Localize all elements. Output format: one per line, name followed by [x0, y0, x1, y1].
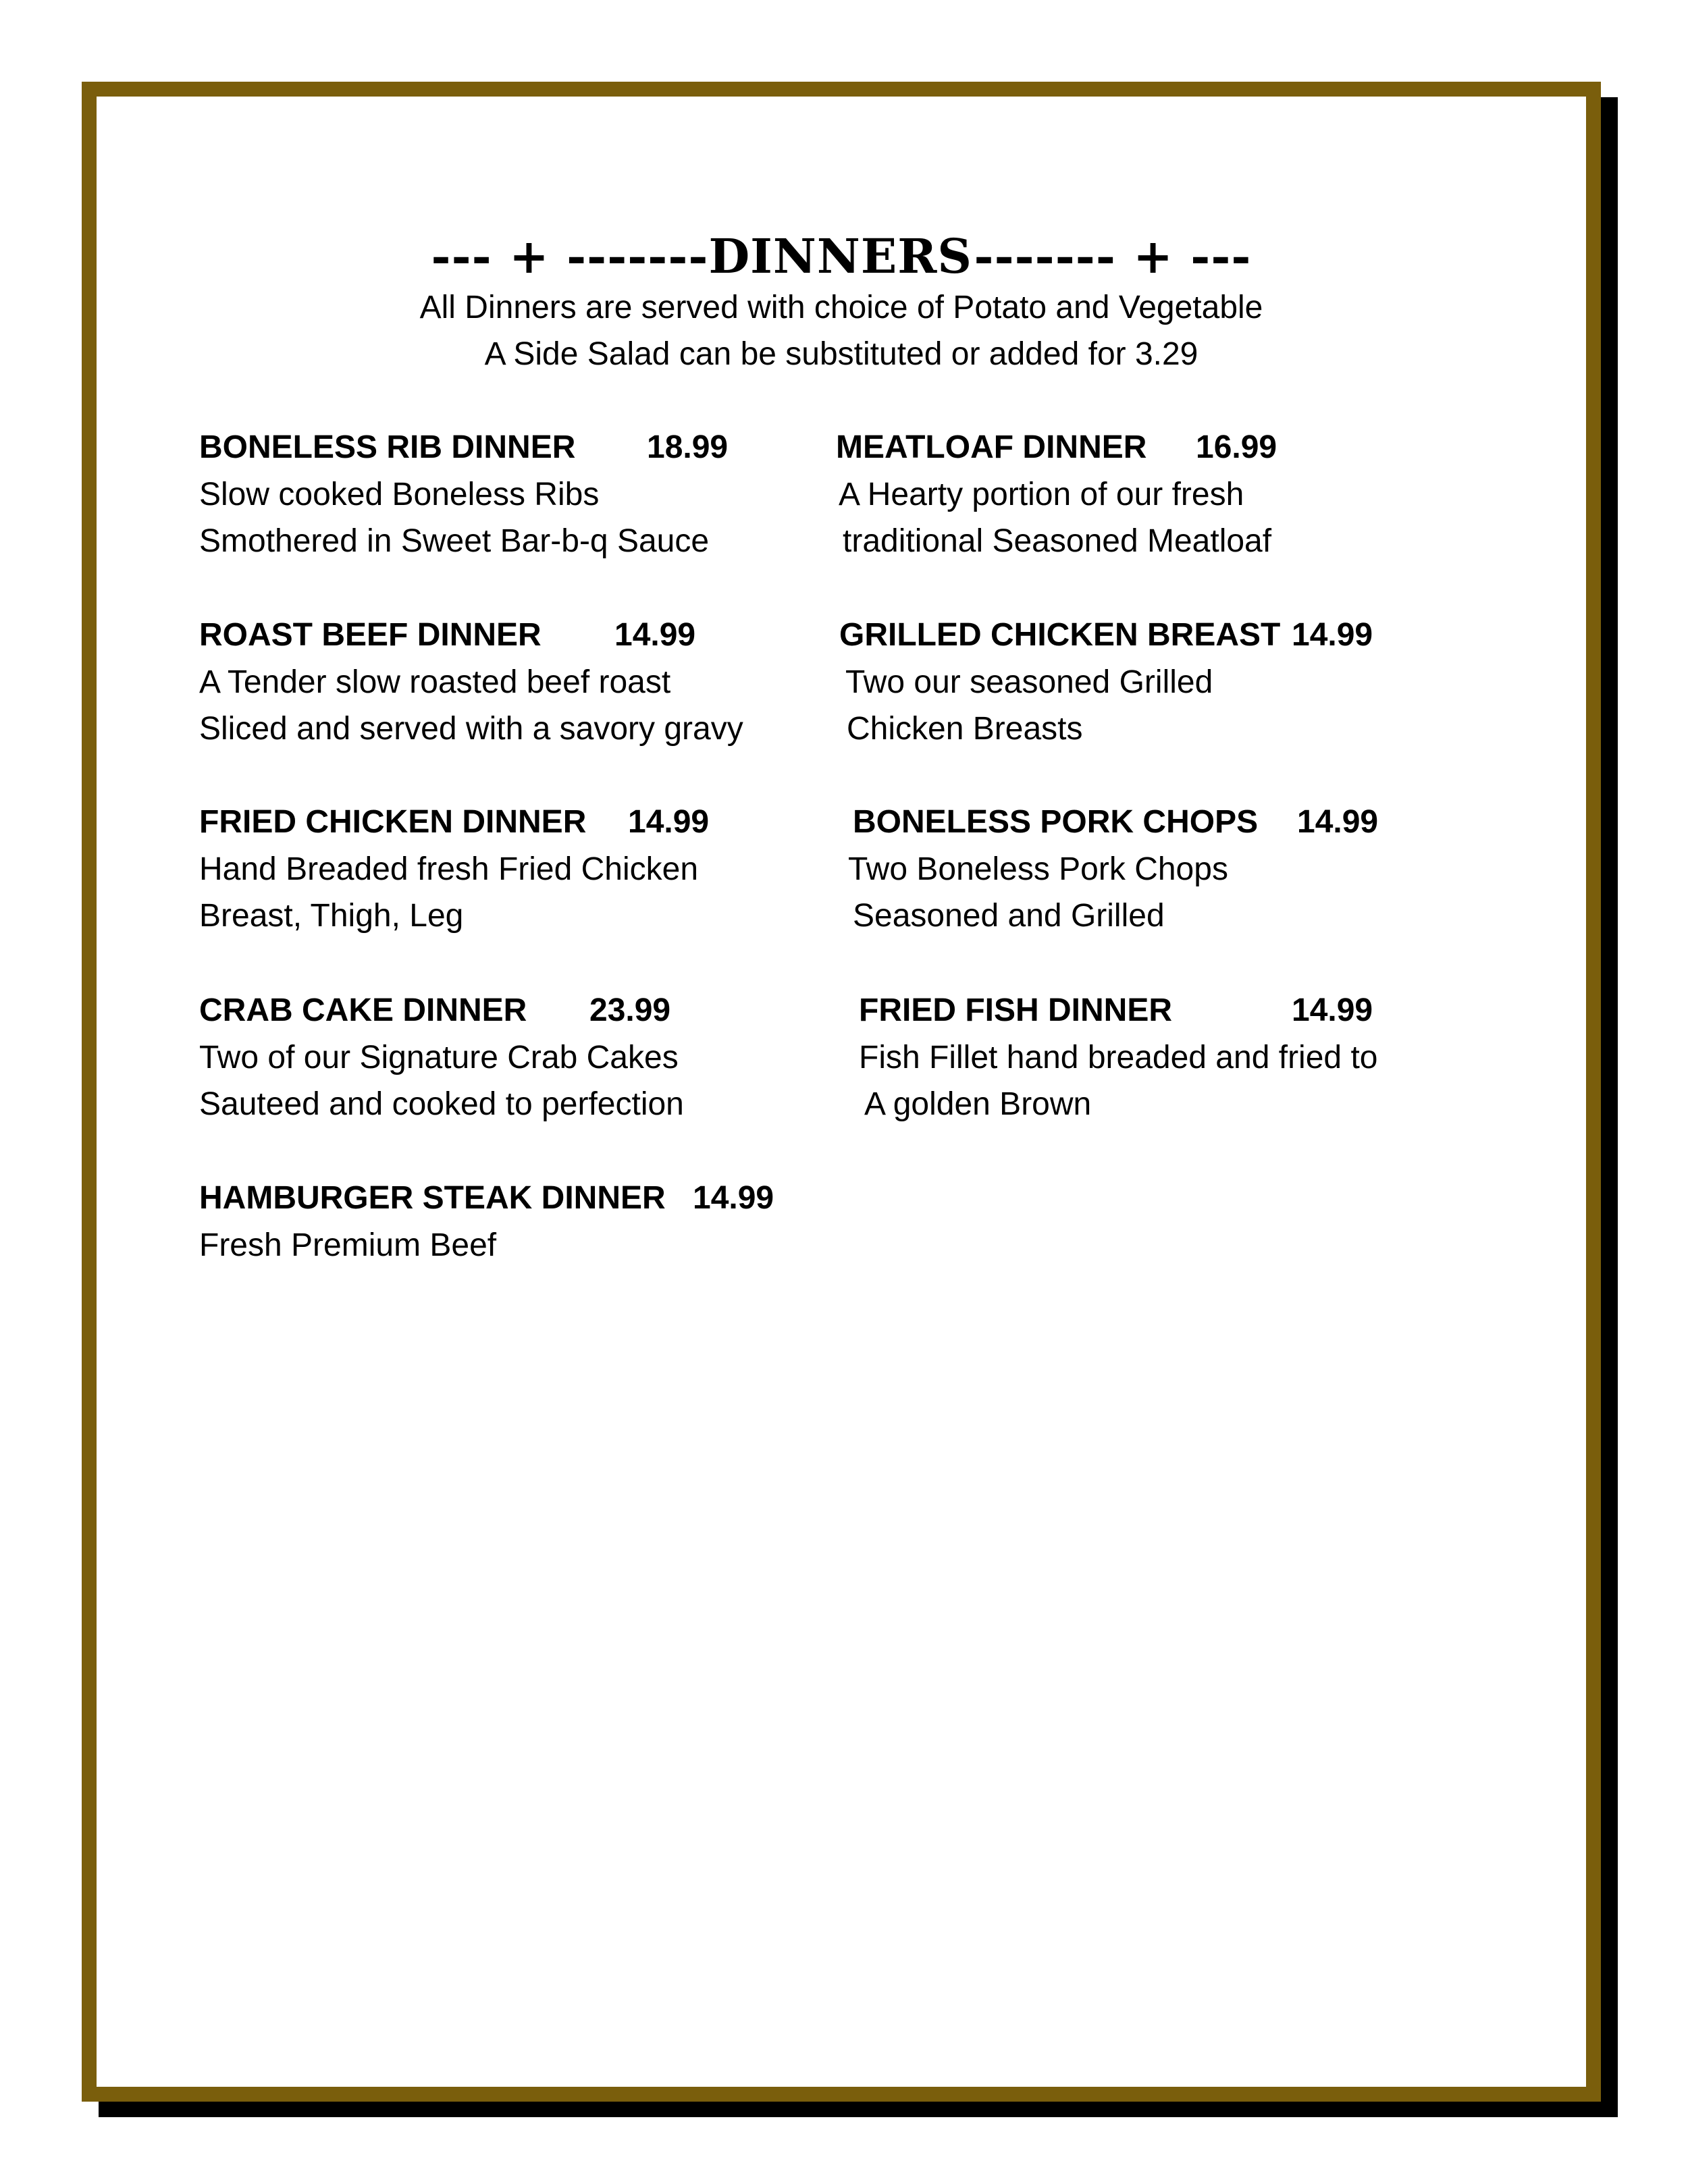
menu-item-meatloaf [836, 424, 1277, 565]
menu-item-description: Slow cooked Boneless Ribs [199, 476, 600, 512]
menu-item-name: FRIED CHICKEN DINNER [199, 804, 587, 840]
menu-item-description: Smothered in Sweet Bar-b-q Sauce [199, 523, 710, 559]
menu-item-description: Fish Fillet hand breaded and fried to [859, 1039, 1378, 1075]
menu-item-description: A Hearty portion of our fresh [839, 476, 1244, 512]
menu-item-description: A golden Brown [864, 1086, 1092, 1122]
page-title: --- + -------DINNERS------- + --- [431, 228, 1252, 284]
menu-item-price: 16.99 [1196, 429, 1277, 465]
menu-item-name: BONELESS PORK CHOPS [853, 804, 1259, 840]
menu-item-pork-chops [848, 799, 1379, 940]
intro-line-2: A Side Salad can be substituted or added for 3.29 [484, 336, 1198, 372]
menu-item-description: Hand Breaded fresh Fried Chicken [199, 851, 699, 887]
menu-item-description: Breast, Thigh, Leg [199, 898, 464, 934]
menu-item-grilled-chicken [839, 612, 1373, 753]
menu-item-description: Two Boneless Pork Chops [848, 851, 1228, 887]
menu-item-crab-cake [199, 987, 684, 1128]
menu-item-description: Two of our Signature Crab Cakes [199, 1039, 679, 1075]
menu-item-price: 18.99 [647, 429, 729, 465]
menu-item-name: CRAB CAKE DINNER [199, 992, 527, 1028]
menu-item-description: Sauteed and cooked to perfection [199, 1086, 684, 1122]
menu-item-name: MEATLOAF DINNER [836, 429, 1147, 465]
menu-item-description: traditional Seasoned Meatloaf [843, 523, 1272, 559]
menu-item-hamburger-steak [199, 1175, 774, 1269]
menu-item-price: 14.99 [628, 804, 710, 840]
menu-item-boneless-rib [199, 424, 729, 565]
menu-item-price: 14.99 [1292, 992, 1373, 1028]
menu-item-name: HAMBURGER STEAK DINNER [199, 1180, 666, 1216]
menu-item-name: BONELESS RIB DINNER [199, 429, 576, 465]
menu-item-description: A Tender slow roasted beef roast [199, 664, 671, 700]
menu-item-description: Chicken Breasts [847, 711, 1083, 747]
menu-item-fried-fish [859, 987, 1377, 1128]
menu-item-name: ROAST BEEF DINNER [199, 617, 542, 653]
menu-frame [82, 82, 1601, 2102]
menu-item-price: 14.99 [693, 1180, 774, 1216]
menu-item-name: FRIED FISH DINNER [859, 992, 1173, 1028]
menu-item-description: Seasoned and Grilled [853, 898, 1165, 934]
menu-item-price: 23.99 [589, 992, 671, 1028]
menu-item-fried-chicken [199, 799, 710, 940]
menu-item-price: 14.99 [1297, 804, 1379, 840]
menu-item-price: 14.99 [1292, 617, 1373, 653]
menu-item-roast-beef [199, 612, 743, 753]
menu-item-description: Two our seasoned Grilled [845, 664, 1213, 700]
menu-item-name: GRILLED CHICKEN BREAST [839, 617, 1281, 653]
intro-line-1: All Dinners are served with choice of Potato and Vegetable [419, 290, 1263, 325]
menu-item-price: 14.99 [614, 617, 696, 653]
menu-item-description: Sliced and served with a savory gravy [199, 711, 743, 747]
menu-item-description: Fresh Premium Beef [199, 1227, 497, 1263]
